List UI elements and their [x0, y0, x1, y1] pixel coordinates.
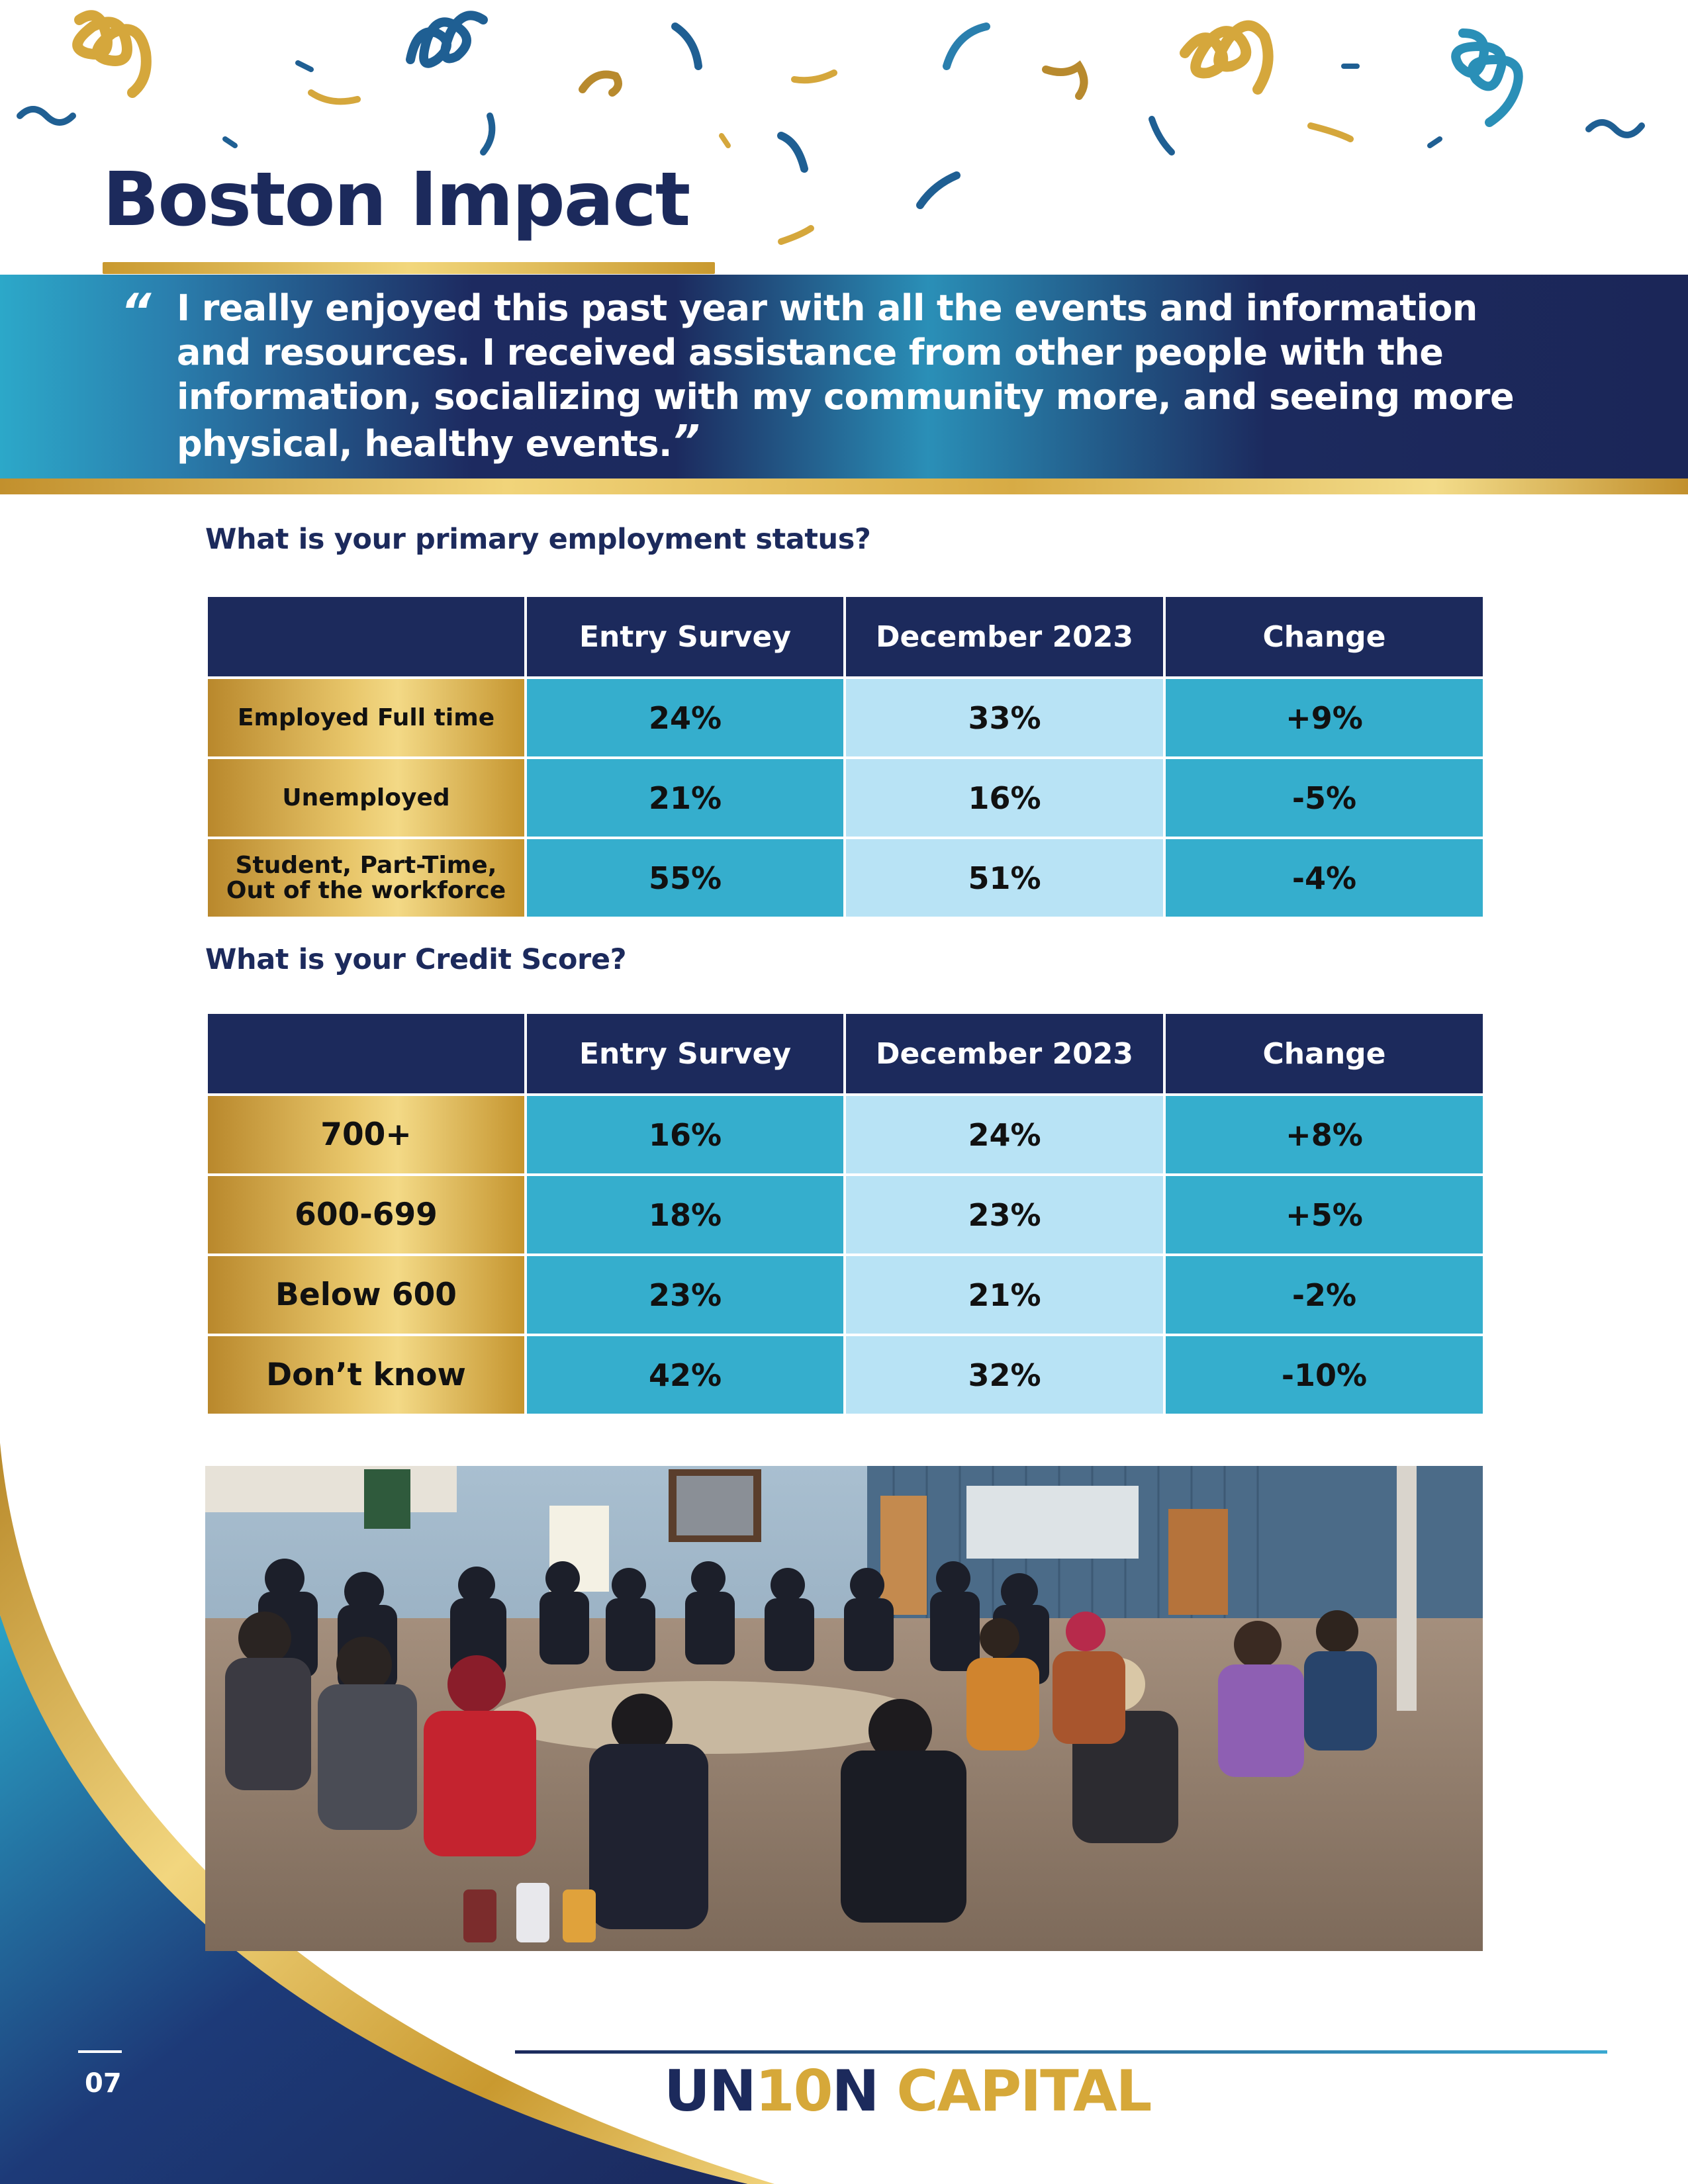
page-number-rule	[78, 2050, 122, 2053]
december-value: 33%	[845, 678, 1164, 758]
header-corner-cell	[207, 596, 526, 678]
page-title: Boston Impact	[103, 157, 690, 243]
credit-question: What is your Credit Score?	[205, 943, 627, 976]
credit-score-table	[205, 1011, 1485, 1416]
testimonial-quote	[177, 286, 1527, 466]
change-value: -5%	[1164, 758, 1484, 838]
entry-value: 23%	[526, 1255, 845, 1335]
change-value: +8%	[1164, 1095, 1484, 1175]
banner-gold-bar	[0, 478, 1688, 494]
row-label: Employed Full time	[207, 678, 526, 758]
row-label: 600-699	[207, 1175, 526, 1255]
change-value: +9%	[1164, 678, 1484, 758]
december-value: 21%	[845, 1255, 1164, 1335]
open-quote-icon: “	[120, 283, 148, 339]
logo-part: UN	[664, 2058, 755, 2124]
union-capital-logo	[664, 2058, 1150, 2124]
december-value: 32%	[845, 1335, 1164, 1415]
logo-part: CAPITAL	[896, 2058, 1151, 2124]
change-value: +5%	[1164, 1175, 1484, 1255]
column-header-entry: Entry Survey	[526, 1013, 845, 1095]
table-row	[207, 1335, 1484, 1415]
row-label: Unemployed	[207, 758, 526, 838]
change-value: -2%	[1164, 1255, 1484, 1335]
row-label: 700+	[207, 1095, 526, 1175]
column-header-change: Change	[1164, 1013, 1484, 1095]
table-row	[207, 1255, 1484, 1335]
logo-part: 10	[755, 2058, 832, 2124]
december-value: 16%	[845, 758, 1164, 838]
logo-part: N	[831, 2058, 897, 2124]
december-value: 51%	[845, 838, 1164, 918]
table-row	[207, 758, 1484, 838]
table-header-row	[207, 596, 1484, 678]
table-row	[207, 1095, 1484, 1175]
december-value: 24%	[845, 1095, 1164, 1175]
employment-table	[205, 594, 1485, 919]
close-quote-icon: ”	[671, 416, 696, 467]
table-row	[207, 838, 1484, 918]
entry-value: 16%	[526, 1095, 845, 1175]
header-corner-cell	[207, 1013, 526, 1095]
community-meeting-photo	[205, 1466, 1483, 1951]
change-value: -10%	[1164, 1335, 1484, 1415]
table-header-row	[207, 1013, 1484, 1095]
december-value: 23%	[845, 1175, 1164, 1255]
page-number: 07	[85, 2068, 122, 2099]
entry-value: 24%	[526, 678, 845, 758]
row-label: Student, Part-Time, Out of the workforce	[207, 838, 526, 918]
column-header-december: December 2023	[845, 1013, 1164, 1095]
row-label: Don’t know	[207, 1335, 526, 1415]
testimonial-text: I really enjoyed this past year with all the events and information and resources. I received assistance from other people with the information, socializing with my community more, and seeing more physical, healthy events.	[177, 287, 1514, 465]
column-header-change: Change	[1164, 596, 1484, 678]
column-header-entry: Entry Survey	[526, 596, 845, 678]
entry-value: 21%	[526, 758, 845, 838]
entry-value: 42%	[526, 1335, 845, 1415]
row-label: Below 600	[207, 1255, 526, 1335]
entry-value: 18%	[526, 1175, 845, 1255]
footer-rule	[515, 2050, 1607, 2054]
entry-value: 55%	[526, 838, 845, 918]
title-underline	[103, 262, 715, 274]
employment-question: What is your primary employment status?	[205, 523, 871, 556]
column-header-december: December 2023	[845, 596, 1164, 678]
change-value: -4%	[1164, 838, 1484, 918]
table-row	[207, 1175, 1484, 1255]
table-row	[207, 678, 1484, 758]
